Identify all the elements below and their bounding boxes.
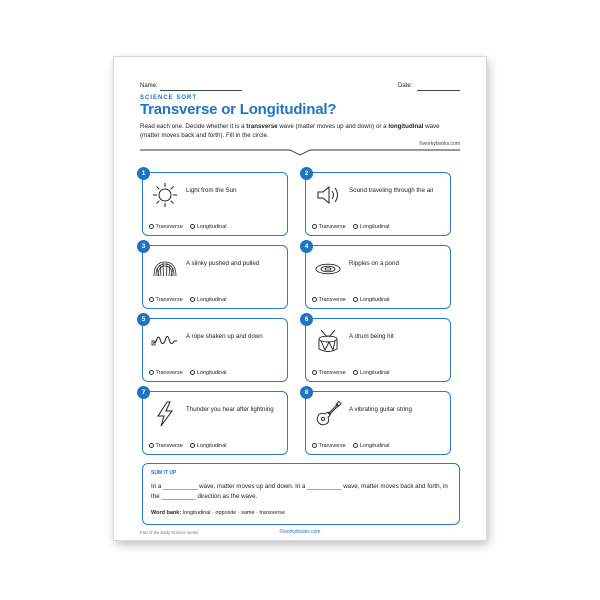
card-options (312, 443, 396, 449)
card-statement: Thunder you hear after lightning (186, 406, 274, 413)
transverse-option[interactable]: Transverse (312, 370, 346, 376)
card-3 (142, 245, 288, 309)
card-options (312, 224, 396, 230)
series-note: Part of the Daily Science series (140, 530, 199, 535)
radio-circle[interactable] (190, 297, 195, 302)
transverse-option[interactable]: Transverse (312, 224, 346, 230)
card-number: 7 (137, 386, 150, 399)
longitudinal-option[interactable]: Longitudinal (190, 297, 226, 303)
transverse-option[interactable]: Transverse (149, 370, 183, 376)
radio-circle[interactable] (149, 370, 154, 375)
transverse-option[interactable]: Transverse (149, 297, 183, 303)
card-number: 3 (137, 240, 150, 253)
longitudinal-option[interactable]: Longitudinal (353, 297, 389, 303)
guitar-icon (314, 400, 342, 428)
card-2 (305, 172, 451, 236)
speaker-icon (314, 181, 342, 209)
sum-heading: SUM IT UP (151, 470, 177, 476)
transverse-option[interactable]: Transverse (149, 224, 183, 230)
sun-icon (151, 181, 179, 209)
page-footer (140, 529, 460, 537)
card-statement: Ripples on a pond (349, 260, 399, 267)
copyright-top: ©workybooks.com (419, 141, 460, 147)
name-date-row (140, 83, 460, 93)
ripples-icon (314, 254, 342, 282)
date-line[interactable] (417, 90, 460, 91)
card-number: 4 (300, 240, 313, 253)
longitudinal-option[interactable]: Longitudinal (353, 224, 389, 230)
slinky-icon (151, 254, 179, 282)
card-7 (142, 391, 288, 455)
radio-circle[interactable] (312, 443, 317, 448)
radio-circle[interactable] (312, 370, 317, 375)
radio-circle[interactable] (190, 443, 195, 448)
date-label: Date: (398, 83, 413, 89)
radio-circle[interactable] (190, 370, 195, 375)
card-options (149, 297, 233, 303)
card-statement: A rope shaken up and down (186, 333, 263, 340)
instructions: Read each one. Decide whether it is a transverse wave (matter moves up and down) or a longitudinal wave (matter moves back and forth). Fill in the circle. (140, 123, 440, 139)
card-4 (305, 245, 451, 309)
card-number: 2 (300, 167, 313, 180)
rope-wave-icon (151, 327, 179, 355)
card-number: 5 (137, 313, 150, 326)
card-8 (305, 391, 451, 455)
sum-it-up-box (142, 463, 460, 525)
card-options (149, 443, 233, 449)
card-statement: A vibrating guitar string (349, 406, 412, 413)
transverse-option[interactable]: Transverse (312, 297, 346, 303)
card-options (149, 370, 233, 376)
transverse-option[interactable]: Transverse (149, 443, 183, 449)
longitudinal-option[interactable]: Longitudinal (353, 370, 389, 376)
radio-circle[interactable] (149, 297, 154, 302)
radio-circle[interactable] (149, 443, 154, 448)
card-options (312, 370, 396, 376)
longitudinal-option[interactable]: Longitudinal (190, 443, 226, 449)
card-5 (142, 318, 288, 382)
card-6 (305, 318, 451, 382)
card-number: 1 (137, 167, 150, 180)
radio-circle[interactable] (353, 370, 358, 375)
radio-circle[interactable] (353, 297, 358, 302)
card-options (149, 224, 233, 230)
longitudinal-option[interactable]: Longitudinal (353, 443, 389, 449)
lightning-icon (151, 400, 179, 428)
card-statement: A drum being hit (349, 333, 394, 340)
radio-circle[interactable] (312, 297, 317, 302)
transverse-option[interactable]: Transverse (312, 443, 346, 449)
card-number: 6 (300, 313, 313, 326)
card-1 (142, 172, 288, 236)
radio-circle[interactable] (353, 443, 358, 448)
section-divider (140, 147, 460, 157)
longitudinal-option[interactable]: Longitudinal (190, 370, 226, 376)
card-options (312, 297, 396, 303)
card-statement: Light from the Sun (186, 187, 237, 194)
card-statement: Sound traveling through the air (349, 187, 434, 194)
footer-site: ©workybooks.com (279, 529, 321, 535)
card-number: 8 (300, 386, 313, 399)
sum-fill-in-text[interactable]: In a __________ wave, matter moves up and down. In a __________ wave, matter moves back and forth, in the __________ direction as the wave. (151, 483, 448, 500)
radio-circle[interactable] (312, 224, 317, 229)
section-kicker: SCIENCE SORT (140, 95, 198, 101)
radio-circle[interactable] (353, 224, 358, 229)
word-bank: Word bank: longitudinal · opposite · same · transverse (151, 510, 286, 516)
radio-circle[interactable] (190, 224, 195, 229)
card-statement: A slinky pushed and pulled (186, 260, 260, 267)
longitudinal-option[interactable]: Longitudinal (190, 224, 226, 230)
name-line[interactable] (160, 90, 242, 91)
drum-icon (314, 327, 342, 355)
worksheet-page (114, 57, 486, 540)
page-title: Transverse or Longitudinal? (140, 101, 337, 118)
radio-circle[interactable] (149, 224, 154, 229)
name-label: Name: (140, 83, 158, 89)
